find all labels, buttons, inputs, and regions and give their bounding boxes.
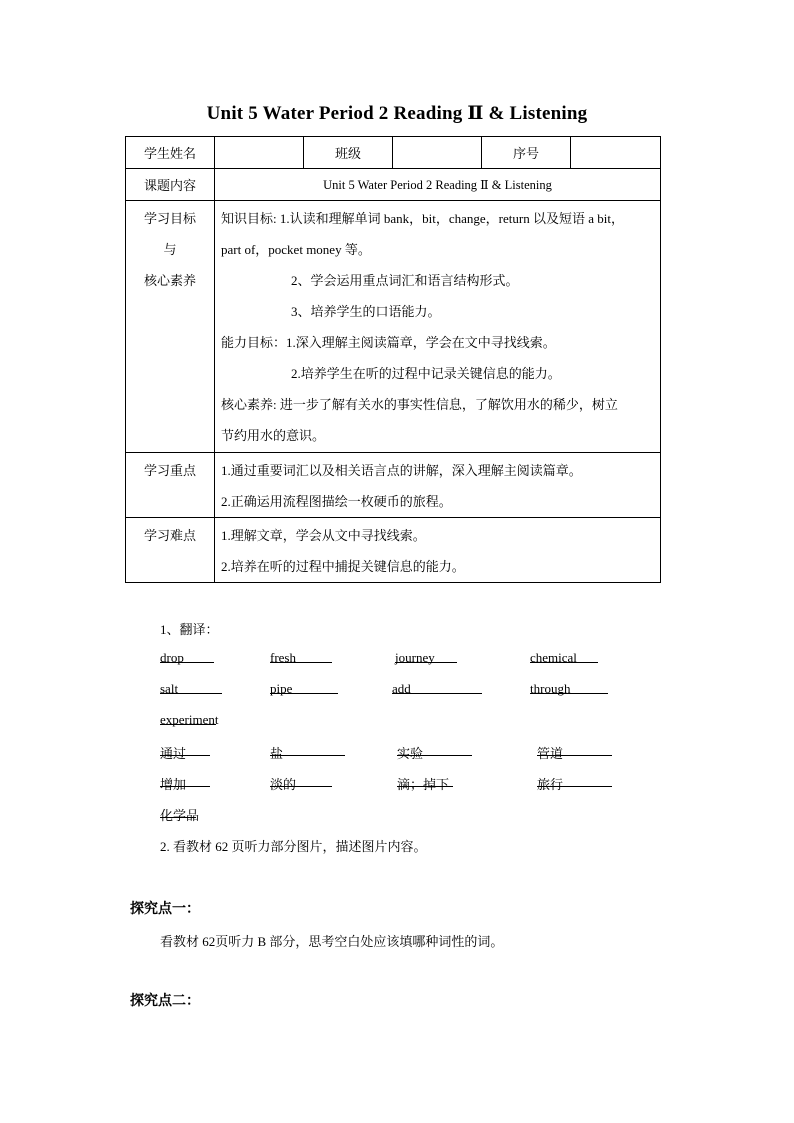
vocab-row [160, 774, 680, 794]
vocab-word: through [530, 681, 571, 696]
goal-line: 能力目标：1.深入理解主阅读篇章，学会在文中寻找线索。 [221, 335, 556, 350]
focus-line: 1.通过重要词汇以及相关语言点的讲解，深入理解主阅读篇章。 [221, 463, 582, 478]
difficulty-line: 2.培养在听的过程中捕捉关键信息的能力。 [221, 559, 465, 574]
vocab-word: chemical [530, 650, 577, 665]
difficulty-content [215, 518, 661, 583]
vocab-row [160, 712, 680, 732]
goal-line: 3、培养学生的口语能力。 [291, 304, 441, 319]
goals-label-line: 核心素养 [143, 273, 196, 288]
topic-value: Unit 5 Water Period 2 Reading Ⅱ & Listening [215, 169, 661, 201]
difficulty-line: 1.理解文章，学会从文中寻找线索。 [221, 528, 426, 543]
class-label: 班级 [304, 137, 393, 169]
info-table [125, 136, 661, 583]
vocab-word: pipe [270, 681, 293, 696]
goals-label [126, 201, 215, 453]
goal-line: 2、学会运用重点词汇和语言结构形式。 [291, 273, 519, 288]
name-field[interactable] [215, 137, 304, 169]
explore1-heading: 探究点一： [130, 902, 200, 917]
vocab-word: 盐 [270, 746, 284, 761]
difficulty-label-text: 学习难点 [143, 528, 196, 543]
vocab-row [160, 805, 680, 825]
vocab-word: 增加 [160, 777, 187, 792]
vocab-word: 管道 [537, 746, 564, 761]
goal-line: 节约用水的意识。 [221, 428, 326, 443]
vocab-row [160, 743, 680, 763]
vocab-word: journey [395, 650, 435, 665]
vocab-row [160, 681, 680, 701]
vocab-word: 实验 [397, 746, 424, 761]
vocab-word: 滴；掉下 [397, 777, 450, 792]
vocab-word: 旅行 [537, 777, 564, 792]
exercise2: 2. 看教材 62 页听力部分图片，描述图片内容。 [160, 839, 427, 854]
vocab-word: experiment [160, 712, 219, 727]
explore1-text: 看教材 62页听力 B 部分，思考空白处应该填哪种词性的词。 [160, 934, 504, 949]
goal-line: 核心素养: 进一步了解有关水的事实性信息，了解饮用水的稀少，树立 [221, 397, 618, 412]
explore2-heading: 探究点二： [130, 994, 200, 1009]
vocab-word: salt [160, 681, 179, 696]
seat-label: 序号 [482, 137, 571, 169]
vocab-word: drop [160, 650, 184, 665]
seat-field[interactable] [571, 137, 661, 169]
goals-content [215, 201, 661, 453]
goal-line: part of，pocket money 等。 [221, 242, 371, 257]
goal-line: 知识目标: 1.认读和理解单词 bank，bit，change，return 以及短语 a bit， [221, 211, 624, 226]
vocab-word: 淡的 [270, 777, 297, 792]
goals-label-line: 学习目标 [143, 211, 196, 226]
topic-label: 课题内容 [126, 169, 215, 201]
difficulty-label [126, 518, 215, 583]
focus-content [215, 453, 661, 518]
vocab-word: 通过 [160, 746, 187, 761]
focus-label-text: 学习重点 [143, 463, 196, 478]
class-field[interactable] [393, 137, 482, 169]
goals-label-line: 与 [163, 242, 177, 257]
page-title: Unit 5 Water Period 2 Reading Ⅱ & Listening [206, 103, 588, 124]
vocab-word: add [392, 681, 411, 696]
focus-label [126, 453, 215, 518]
goal-line: 2.培养学生在听的过程中记录关键信息的能力。 [291, 366, 561, 381]
vocab-word: fresh [270, 650, 296, 665]
focus-line: 2.正确运用流程图描绘一枚硬币的旅程。 [221, 494, 452, 509]
vocab-word: 化学品 [160, 808, 200, 823]
name-label: 学生姓名 [126, 137, 215, 169]
exercise1-heading: 1、翻译： [160, 622, 219, 637]
vocab-row [160, 650, 680, 670]
